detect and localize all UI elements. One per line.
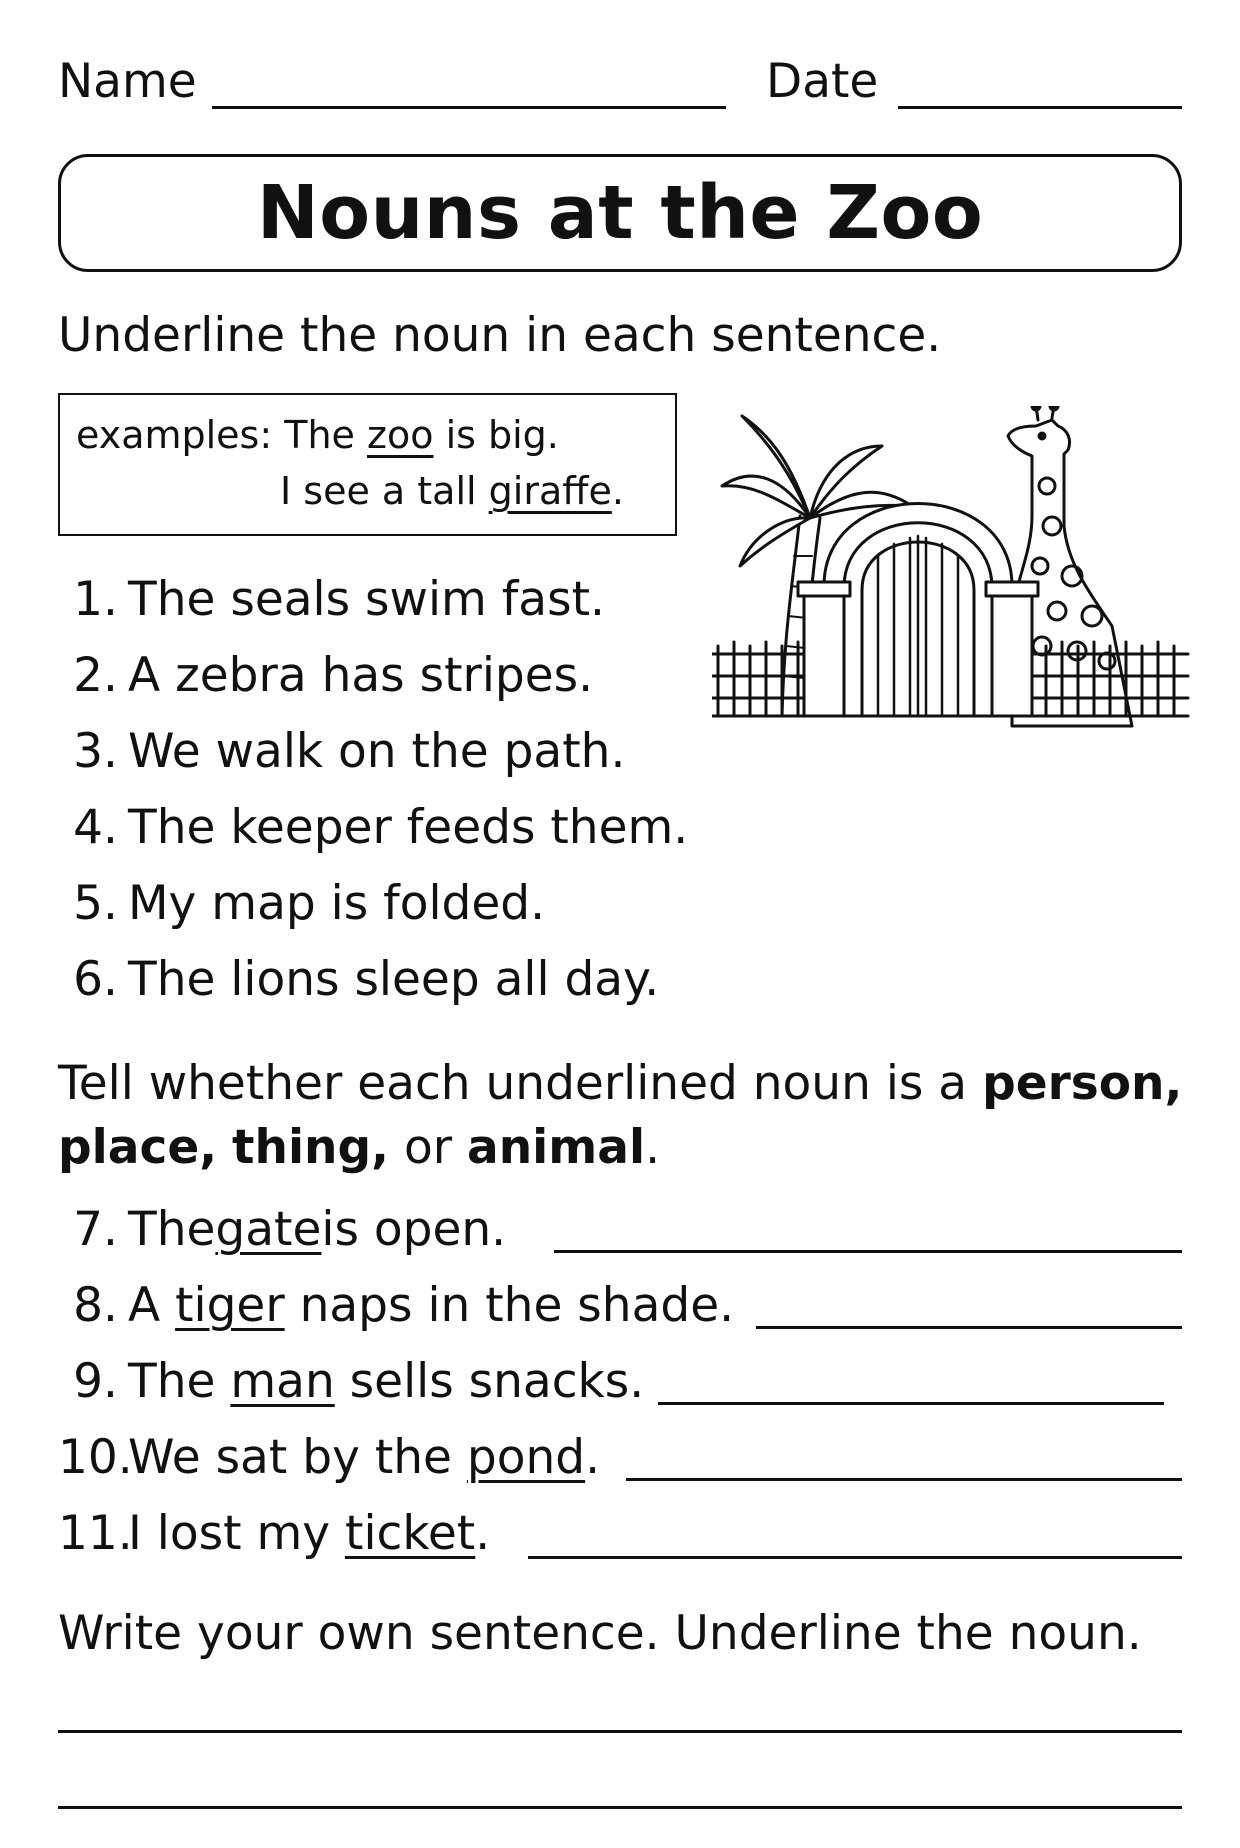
answer-line-9[interactable] — [658, 1402, 1164, 1405]
item-before: The — [128, 1354, 231, 1409]
item-after: . — [585, 1430, 601, 1485]
item-noun: man — [230, 1354, 335, 1409]
example-2-after: . — [611, 469, 624, 513]
item-number: 8. — [73, 1278, 118, 1333]
item-before: A — [128, 1278, 176, 1333]
item-text: A zebra has stripes. — [128, 648, 594, 703]
item-text: We walk on the path. — [128, 724, 626, 779]
item-text: The lions sleep all day. — [128, 952, 660, 1007]
example-1-noun: zoo — [367, 413, 434, 457]
item-number: 10. — [58, 1430, 133, 1485]
item-number: 7. — [73, 1202, 118, 1257]
part3-instruction: Write your own sentence. Underline the noun. — [58, 1606, 1142, 1661]
writing-line-1[interactable] — [58, 1730, 1182, 1733]
part1-item-1[interactable] — [58, 572, 605, 628]
part2-item-10 — [58, 1430, 600, 1486]
item-before: The — [128, 1202, 216, 1257]
item-after: sells snacks. — [334, 1354, 645, 1409]
item-number: 3. — [73, 724, 118, 779]
period: . — [645, 1120, 661, 1175]
item-noun: ticket — [345, 1506, 476, 1561]
date-field[interactable] — [898, 106, 1182, 109]
part2-instruction-pre: Tell whether each underlined noun is a — [58, 1056, 983, 1111]
item-number: 9. — [73, 1354, 118, 1409]
item-number: 5. — [73, 876, 118, 931]
part2-item-11 — [58, 1506, 490, 1562]
item-text: The keeper feeds them. — [128, 800, 689, 855]
example-1-after: is big. — [433, 413, 559, 457]
example-1-before: The — [284, 413, 368, 457]
item-text: The seals swim fast. — [128, 572, 605, 627]
item-number: 1. — [73, 572, 118, 627]
item-before: I lost my — [128, 1506, 346, 1561]
item-before: We sat by the — [128, 1430, 467, 1485]
date-label: Date — [766, 54, 879, 109]
name-field[interactable] — [212, 106, 726, 109]
person-keyword: person, — [982, 1056, 1183, 1111]
item-after: naps in the shade. — [284, 1278, 735, 1333]
title-box — [58, 154, 1182, 272]
zoo-gate-with-palm-tree-and-giraffe-icon — [712, 406, 1192, 746]
part1-item-2[interactable] — [58, 648, 593, 704]
part2-instruction-line-2 — [58, 1120, 660, 1176]
item-noun: tiger — [175, 1278, 285, 1333]
item-number: 6. — [73, 952, 118, 1007]
answer-line-11[interactable] — [528, 1556, 1182, 1559]
part1-item-4[interactable] — [58, 800, 688, 856]
part1-instruction: Underline the noun in each sentence. — [58, 308, 942, 363]
item-number: 4. — [73, 800, 118, 855]
answer-line-10[interactable] — [626, 1478, 1182, 1481]
example-2 — [280, 469, 624, 513]
part2-item-8 — [58, 1278, 734, 1334]
item-number: 11. — [58, 1506, 133, 1561]
examples-label: examples: — [76, 413, 273, 457]
name-label: Name — [58, 54, 197, 109]
item-after: is open. — [321, 1202, 507, 1257]
example-2-before: I see a tall — [280, 469, 489, 513]
item-noun: pond — [466, 1430, 586, 1485]
part1-item-5[interactable] — [58, 876, 545, 932]
item-number: 2. — [73, 648, 118, 703]
answer-line-8[interactable] — [756, 1326, 1182, 1329]
part1-item-3[interactable] — [58, 724, 625, 780]
place-keyword: place, — [58, 1120, 218, 1175]
example-2-noun: giraffe — [488, 469, 612, 513]
part2-instruction-line-1 — [58, 1056, 1182, 1112]
example-1 — [76, 413, 559, 457]
part2-item-7 — [58, 1202, 506, 1258]
writing-line-2[interactable] — [58, 1806, 1182, 1809]
item-noun: gate — [215, 1202, 322, 1257]
animal-keyword: animal — [466, 1120, 646, 1175]
or-text: or — [389, 1120, 467, 1175]
thing-keyword: thing, — [232, 1120, 390, 1175]
part1-item-6[interactable] — [58, 952, 659, 1008]
item-text: My map is folded. — [128, 876, 546, 931]
answer-line-7[interactable] — [554, 1250, 1182, 1253]
item-after: . — [475, 1506, 491, 1561]
page-title: Nouns at the Zoo — [256, 170, 984, 256]
example-box — [58, 393, 677, 536]
part2-item-9 — [58, 1354, 644, 1410]
